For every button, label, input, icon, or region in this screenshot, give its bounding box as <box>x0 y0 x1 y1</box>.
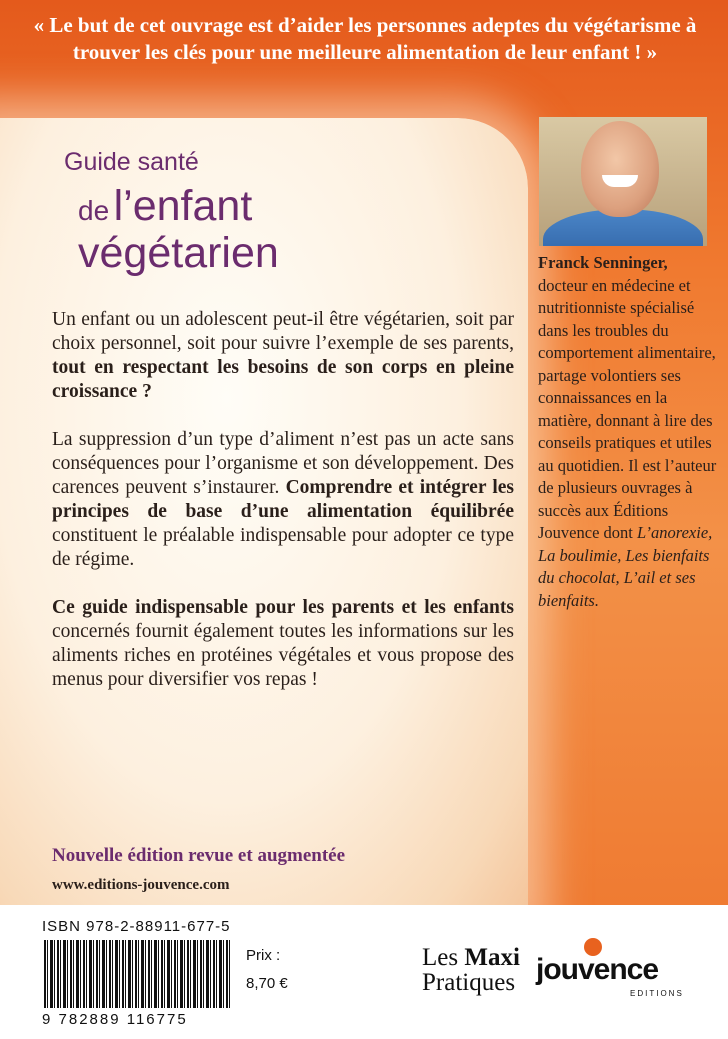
author-name: Franck Senninger, <box>538 253 668 272</box>
book-2: La boulimie, <box>538 545 622 565</box>
collection-maxi: Maxi <box>464 944 520 971</box>
title-line-1: Guide santé <box>64 148 199 176</box>
title-enfant: l’enfant <box>113 182 253 230</box>
book-1: L’anorexie, <box>636 523 713 542</box>
cover-quote: « Le but de cet ouvrage est d’aider les personnes adeptes du végétarisme à trouver les clés pour une meilleure alimentation de leur enfant ! » <box>33 13 697 64</box>
p3-bold: Ce guide indispensable pour les parents et les enfants <box>52 597 514 618</box>
paragraph-2 <box>52 428 514 572</box>
collection-logo <box>422 945 520 995</box>
paragraph-1 <box>52 308 514 404</box>
photo-head <box>581 121 659 217</box>
main-text <box>52 308 514 716</box>
isbn-text: ISBN 978-2-88911-677-5 <box>42 918 231 935</box>
p1-bold: tout en respectant les besoins de son corps en pleine croissance ? <box>52 357 514 402</box>
p3-text: concernés fournit également toutes les informations sur les aliments riches en protéines végétales et vous propose des menus pour diversifier vos repas ! <box>52 621 514 690</box>
price-label: Prix : <box>246 947 281 964</box>
author-photo <box>539 117 707 246</box>
p2-text-end: constituent le préalable indispensable pour adopter ce type de régime. <box>52 525 514 570</box>
collection-pratiques: Pratiques <box>422 969 516 996</box>
title-line-2 <box>78 182 252 231</box>
edition-note: Nouvelle édition revue et augmentée <box>52 845 346 866</box>
website-link[interactable]: www.editions-jouvence.com <box>52 877 230 893</box>
book-3: Les bienfaits du chocolat, <box>538 545 710 587</box>
barcode <box>44 940 232 1008</box>
title-line-3: végétarien <box>78 229 279 277</box>
p2-text: La suppression d’un type d’aliment n’est pas un acte sans conséquences pour l’organisme et son développement. Des carences peuvent s’instaurer. <box>52 429 514 498</box>
author-bio-text: docteur en médecine et nutritionniste spécialisé dans les troubles du comportement alimentaire, partage volontiers ses connaissances en la matière, donnant à lire des conseils pratiques et utiles au quotidien. Il est l’auteur de plusieurs ouvrages à succès aux Éditions Jouvence dont <box>538 275 717 542</box>
title-de: de <box>78 195 110 226</box>
p1-text: Un enfant ou un adolescent peut-il être végétarien, soit par choix personnel, soit pour suivre l’exemple de ses parents, <box>52 309 514 354</box>
paragraph-3 <box>52 596 514 692</box>
author-bio <box>538 252 718 612</box>
p2-bold: Comprendre et intégrer les principes de base d’une alimentation équilibrée <box>52 477 514 522</box>
publisher-editions: EDITIONS <box>630 989 684 998</box>
price-value: 8,70 € <box>246 975 288 992</box>
publisher-logo: jouvence <box>536 953 659 986</box>
collection-les: Les <box>422 944 465 971</box>
book-4: L’ail et ses bienfaits. <box>538 568 696 610</box>
barcode-digits: 9 782889 116775 <box>42 1011 188 1028</box>
